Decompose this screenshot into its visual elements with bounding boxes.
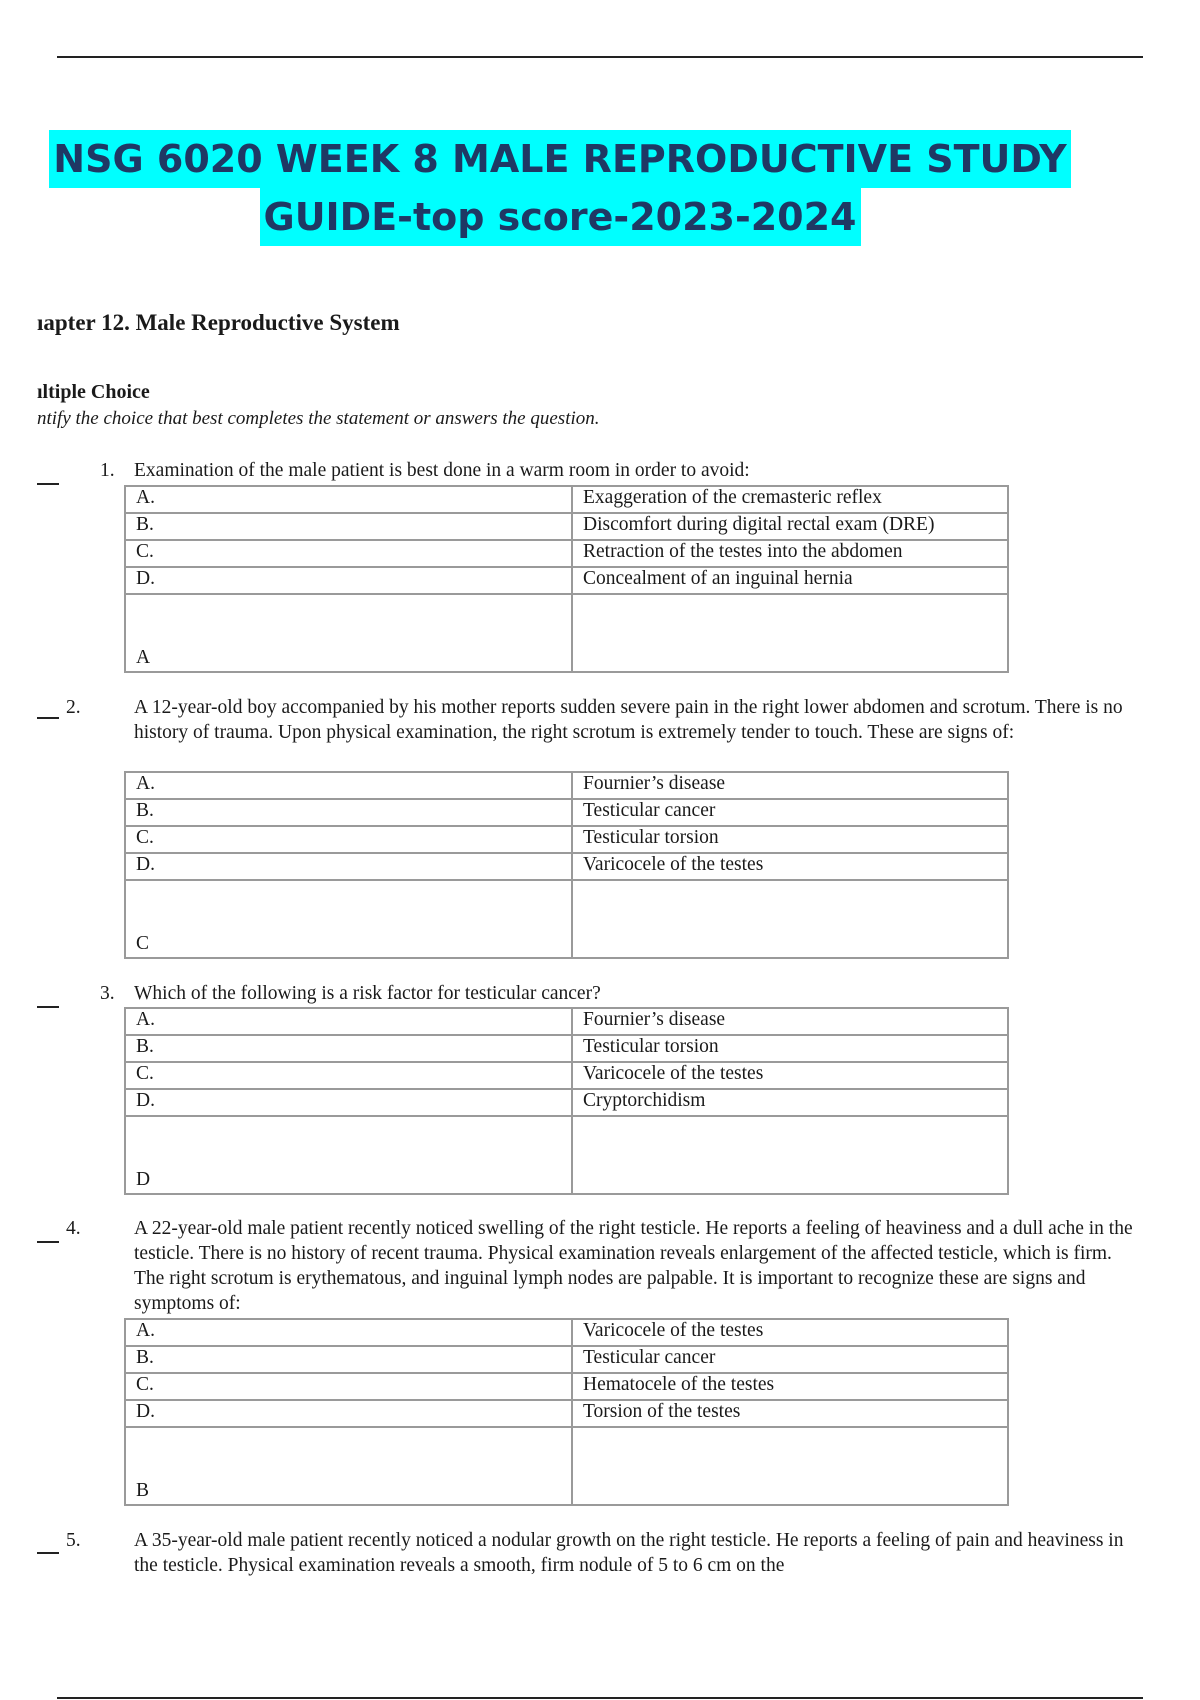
option-text: Testicular torsion bbox=[572, 826, 1008, 853]
answer-spacer bbox=[572, 1116, 1008, 1194]
question-number: 5. bbox=[66, 1530, 81, 1551]
option-row bbox=[125, 799, 1008, 826]
chapter-heading: ıapter 12. Male Reproductive System bbox=[37, 310, 400, 335]
option-text: Exaggeration of the cremasteric reflex bbox=[572, 486, 1008, 513]
option-text: Cryptorchidism bbox=[572, 1089, 1008, 1116]
option-row bbox=[125, 540, 1008, 567]
option-letter: C. bbox=[125, 826, 572, 853]
question-number: 4. bbox=[66, 1218, 81, 1239]
answer-blank bbox=[37, 1552, 59, 1554]
option-text: Discomfort during digital rectal exam (DRE) bbox=[572, 513, 1008, 540]
option-text: Testicular cancer bbox=[572, 1346, 1008, 1373]
answer-key: C bbox=[125, 880, 572, 958]
option-text: Fournier’s disease bbox=[572, 772, 1008, 799]
question-text bbox=[100, 981, 1100, 1006]
question-prompt: Examination of the male patient is best done in a warm room in order to avoid: bbox=[134, 460, 750, 481]
option-text: Varicocele of the testes bbox=[572, 853, 1008, 880]
option-row bbox=[125, 1089, 1008, 1116]
option-letter: A. bbox=[125, 486, 572, 513]
title-line-1: NSG 6020 WEEK 8 MALE REPRODUCTIVE STUDY bbox=[49, 130, 1070, 188]
options-table bbox=[124, 485, 1009, 673]
option-row bbox=[125, 1008, 1008, 1035]
options-table bbox=[124, 1318, 1009, 1506]
question-prompt: A 12-year-old boy accompanied by his mother reports sudden severe pain in the right lower abdomen and scrotum. There is no history of trauma. Upon physical examination, the right scrotum is extremely tender to touch. These are signs of: bbox=[134, 697, 1123, 743]
option-text: Fournier’s disease bbox=[572, 1008, 1008, 1035]
answer-blank bbox=[37, 483, 59, 485]
option-letter: B. bbox=[125, 1346, 572, 1373]
question-number: 3. bbox=[100, 983, 115, 1004]
option-letter: D. bbox=[125, 853, 572, 880]
option-letter: C. bbox=[125, 1373, 572, 1400]
option-letter: D. bbox=[125, 1089, 572, 1116]
answer-blank bbox=[37, 717, 59, 719]
title-line-2: GUIDE-top score-2023-2024 bbox=[260, 188, 861, 246]
answer-row bbox=[125, 1427, 1008, 1505]
option-row bbox=[125, 1319, 1008, 1346]
answer-row bbox=[125, 880, 1008, 958]
section-instructions: ntify the choice that best completes the statement or answers the question. bbox=[37, 408, 600, 429]
option-text: Hematocele of the testes bbox=[572, 1373, 1008, 1400]
option-row bbox=[125, 513, 1008, 540]
option-text: Testicular torsion bbox=[572, 1035, 1008, 1062]
option-text: Varicocele of the testes bbox=[572, 1062, 1008, 1089]
option-row bbox=[125, 1400, 1008, 1427]
option-row bbox=[125, 486, 1008, 513]
option-letter: D. bbox=[125, 1400, 572, 1427]
option-letter: A. bbox=[125, 1008, 572, 1035]
answer-blank bbox=[37, 1006, 59, 1008]
option-letter: B. bbox=[125, 799, 572, 826]
option-text: Retraction of the testes into the abdomen bbox=[572, 540, 1008, 567]
section-heading: ıltiple Choice bbox=[37, 381, 150, 403]
option-letter: A. bbox=[125, 1319, 572, 1346]
option-letter: B. bbox=[125, 513, 572, 540]
option-text: Torsion of the testes bbox=[572, 1400, 1008, 1427]
option-text: Varicocele of the testes bbox=[572, 1319, 1008, 1346]
answer-key: A bbox=[125, 594, 572, 672]
answer-spacer bbox=[572, 1427, 1008, 1505]
option-row bbox=[125, 1035, 1008, 1062]
option-row bbox=[125, 567, 1008, 594]
question-text bbox=[66, 695, 1134, 745]
answer-row bbox=[125, 1116, 1008, 1194]
top-rule bbox=[57, 56, 1143, 58]
question-number: 2. bbox=[66, 697, 81, 718]
options-table bbox=[124, 771, 1009, 959]
answer-key: B bbox=[125, 1427, 572, 1505]
option-row bbox=[125, 772, 1008, 799]
option-letter: B. bbox=[125, 1035, 572, 1062]
option-row bbox=[125, 1062, 1008, 1089]
option-row bbox=[125, 826, 1008, 853]
option-row bbox=[125, 1346, 1008, 1373]
bottom-rule bbox=[57, 1697, 1143, 1699]
option-text: Testicular cancer bbox=[572, 799, 1008, 826]
question-text bbox=[66, 1528, 1134, 1578]
question-text bbox=[100, 458, 1100, 483]
options-table bbox=[124, 1007, 1009, 1195]
answer-key: D bbox=[125, 1116, 572, 1194]
answer-spacer bbox=[572, 880, 1008, 958]
option-letter: C. bbox=[125, 1062, 572, 1089]
option-letter: C. bbox=[125, 540, 572, 567]
option-letter: D. bbox=[125, 567, 572, 594]
question-prompt: A 35-year-old male patient recently noticed a nodular growth on the right testicle. He reports a feeling of pain and heaviness in the testicle. Physical examination reveals a smooth, firm nodule of 5 to 6 cm on the bbox=[134, 1530, 1124, 1576]
answer-row bbox=[125, 594, 1008, 672]
document-title bbox=[0, 130, 1120, 246]
option-row bbox=[125, 853, 1008, 880]
option-letter: A. bbox=[125, 772, 572, 799]
answer-spacer bbox=[572, 594, 1008, 672]
answer-blank bbox=[37, 1241, 59, 1243]
question-prompt: Which of the following is a risk factor for testicular cancer? bbox=[134, 983, 601, 1004]
option-row bbox=[125, 1373, 1008, 1400]
option-text: Concealment of an inguinal hernia bbox=[572, 567, 1008, 594]
question-prompt: A 22-year-old male patient recently noticed swelling of the right testicle. He reports a feeling of heaviness and a dull ache in the testicle. There is no history of recent trauma. Physical examination reveals enlargement of the affected testicle, which is firm. The right scrotum is erythematous, and inguinal lymph nodes are palpable. It is important to recognize these are signs and symptoms of: bbox=[134, 1218, 1133, 1314]
question-text bbox=[66, 1216, 1134, 1316]
question-number: 1. bbox=[100, 460, 115, 481]
